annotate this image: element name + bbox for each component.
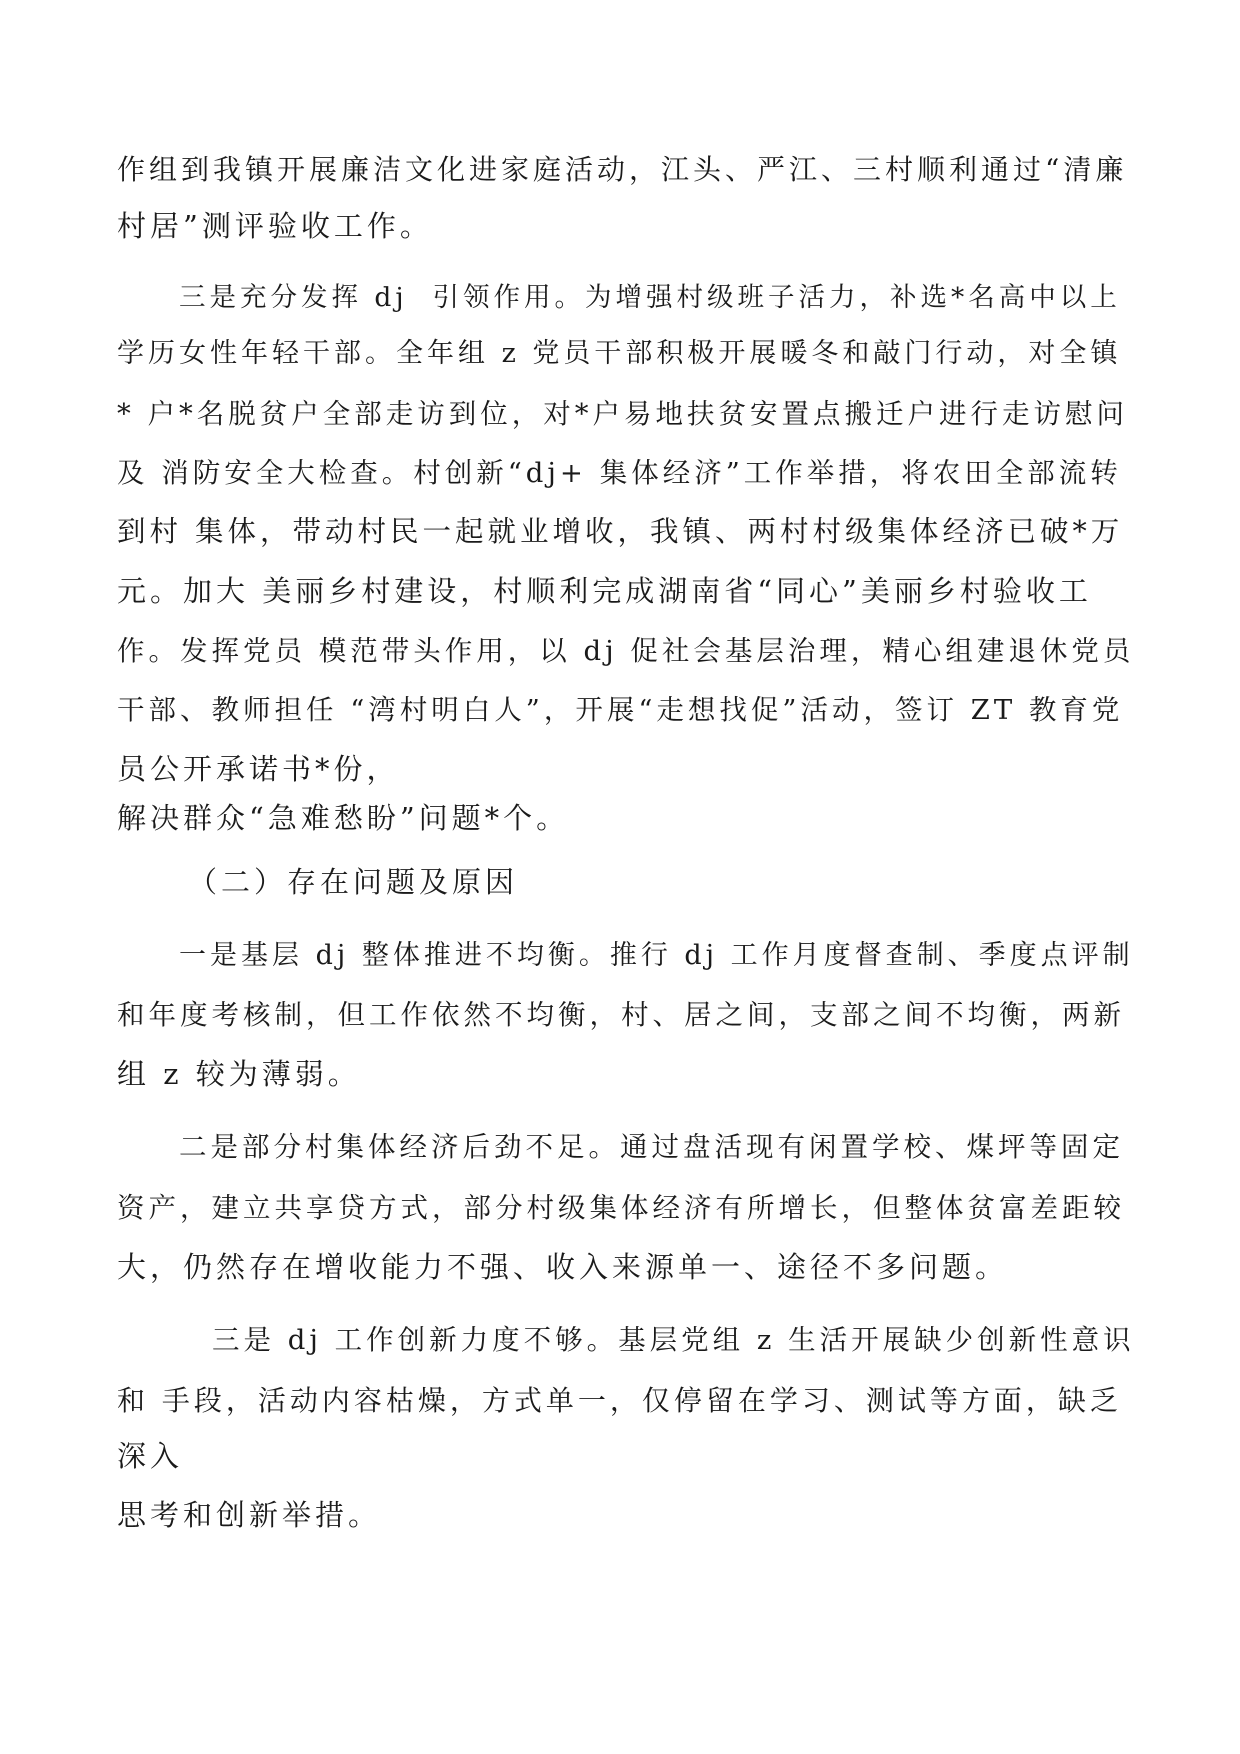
text-line: 作。发挥党员 模范带头作用，以 dj 促社会基层治理，精心组建退休党员 [117,635,1135,667]
text-line: 及 消防安全大检查。村创新“dj+ 集体经济”工作举措，将农田全部流转 [117,457,1122,489]
text-line: 解决群众“急难愁盼”问题*个。 [117,801,570,835]
text-line: 作组到我镇开展廉洁文化进家庭活动，江头、严江、三村顺利通过“清廉 [117,153,1128,186]
text-line: 和年度考核制，但工作依然不均衡，村、居之间，支部之间不均衡，两新 [117,999,1125,1031]
text-line: 三是充分发挥 dj 引领作用。为增强村级班子活力，补选*名高中以上 [179,282,1121,313]
text-line: 学历女性年轻干部。全年组 z 党员干部积极开展暖冬和敲门行动，对全镇 [117,338,1122,369]
text-line: 组 z 较为薄弱。 [117,1057,361,1091]
text-line: 到村 集体，带动村民一起就业增收，我镇、两村村级集体经济已破*万 [117,515,1124,548]
text-line: * 户*名脱贫户全部走访到位，对*户易地扶贫安置点搬迁户进行走访慰问 [117,398,1128,430]
text-line: 大，仍然存在增收能力不强、收入来源单一、途径不多问题。 [117,1250,1009,1284]
text-line: 元。加大 美丽乡村建设，村顺利完成湖南省“同心”美丽乡村验收工 [117,574,1092,608]
text-line: 思考和创新举措。 [117,1498,382,1532]
text-line: 和 手段，活动内容枯燥，方式单一，仅停留在学习、测试等方面，缺乏 [117,1384,1122,1417]
text-line: 干部、教师担任 “湾村明白人”，开展“走想找促”活动，签订 ZT 教育党 [117,694,1124,726]
text-line: 村居”测评验收工作。 [117,209,433,243]
text-line: 三是 dj 工作创新力度不够。基层党组 z 生活开展缺少创新性意识 [212,1324,1135,1356]
text-line: 员公开承诺书*份， [117,752,400,786]
text-line: 一是基层 dj 整体推进不均衡。推行 dj 工作月度督查制、季度点评制 [179,940,1134,971]
section-heading: （二）存在问题及原因 [188,865,519,899]
text-line: 二是部分村集体经济后劲不足。通过盘活现有闲置学校、煤坪等固定 [179,1131,1124,1163]
text-line: 资产，建立共享贷方式，部分村级集体经济有所增长，但整体贫富差距较 [117,1192,1125,1224]
text-line: 深入 [117,1439,184,1473]
